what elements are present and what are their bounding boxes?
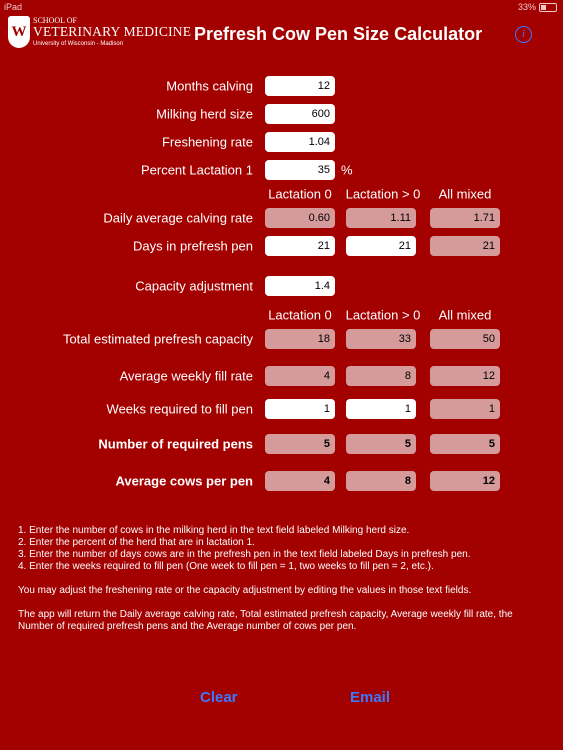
daily-avg-lactation0: 0.60 — [265, 208, 335, 228]
weeks-fill-lactation0-field[interactable]: 1 — [265, 399, 335, 419]
logo-line-3: University of Wisconsin - Madison — [33, 40, 124, 47]
logo-line-1: SCHOOL OF — [33, 16, 77, 25]
instruction-step: 3. Enter the number of days cows are in the prefresh pen in the text field labeled Days in prefresh pen. — [18, 549, 471, 560]
col-header-all-mixed: All mixed — [438, 186, 492, 202]
percent-unit: % — [341, 162, 353, 178]
total-capacity-all-mixed: 50 — [430, 329, 500, 349]
capacity-adjustment-label: Capacity adjustment — [135, 278, 253, 294]
daily-avg-all-mixed: 1.71 — [430, 208, 500, 228]
instruction-step: 1. Enter the number of cows in the milking herd in the text field labeled Milking herd size. — [18, 525, 410, 536]
crest-letter: W — [11, 23, 27, 40]
avg-cows-lactation-gt0: 8 — [346, 471, 416, 491]
milking-herd-size-label: Milking herd size — [156, 106, 253, 122]
avg-cows-all-mixed: 12 — [430, 471, 500, 491]
logo-line-2: VETERINARY MEDICINE — [33, 24, 192, 39]
days-prefresh-lactation-gt0-field[interactable]: 21 — [346, 236, 416, 256]
total-capacity-label: Total estimated prefresh capacity — [62, 331, 253, 347]
total-capacity-lactation0: 18 — [265, 329, 335, 349]
percent-lactation1-label: Percent Lactation 1 — [140, 162, 253, 178]
col-header-lactation-gt0: Lactation > 0 — [345, 307, 421, 323]
num-pens-lactation-gt0: 5 — [346, 434, 416, 454]
freshening-rate-field[interactable]: 1.04 — [265, 132, 335, 152]
col-header-all-mixed: All mixed — [438, 307, 492, 323]
col-header-lactation-gt0: Lactation > 0 — [345, 186, 421, 202]
school-logo — [33, 17, 191, 47]
email-button[interactable]: Email — [350, 689, 391, 706]
weekly-fill-all-mixed: 12 — [430, 366, 500, 386]
info-icon[interactable]: i — [515, 26, 532, 43]
capacity-adjustment-field[interactable]: 1.4 — [265, 276, 335, 296]
weekly-fill-lactation-gt0: 8 — [346, 366, 416, 386]
carrier-label: iPad — [4, 2, 23, 12]
battery-percent: 33% — [517, 2, 536, 12]
battery-indicator — [518, 2, 557, 12]
days-prefresh-lactation0-field[interactable]: 21 — [265, 236, 335, 256]
num-pens-label: Number of required pens — [98, 436, 253, 452]
avg-cows-label: Average cows per pen — [115, 473, 253, 489]
days-prefresh-all-mixed: 21 — [430, 236, 500, 256]
instruction-step: 2. Enter the percent of the herd that are in lactation 1. — [18, 537, 255, 548]
return-note: The app will return the Daily average calving rate, Total estimated prefresh capacity, Average weekly fill rate, the Number of required prefresh pens and the Average number of cows per pen. — [18, 609, 513, 632]
weekly-fill-label: Average weekly fill rate — [119, 368, 253, 384]
num-pens-all-mixed: 5 — [430, 434, 500, 454]
weekly-fill-lactation0: 4 — [265, 366, 335, 386]
weeks-fill-label: Weeks required to fill pen — [106, 401, 253, 417]
battery-fill — [541, 5, 546, 10]
total-capacity-lactation-gt0: 33 — [346, 329, 416, 349]
days-prefresh-label: Days in prefresh pen — [133, 238, 253, 254]
status-bar — [0, 0, 563, 14]
crest-logo-icon — [8, 16, 30, 48]
months-calving-label: Months calving — [166, 78, 253, 94]
daily-avg-lactation-gt0: 1.11 — [346, 208, 416, 228]
instruction-step: 4. Enter the weeks required to fill pen (One week to fill pen = 1, two weeks to fill pen = 2, etc.). — [18, 561, 434, 572]
months-calving-field[interactable]: 12 — [265, 76, 335, 96]
col-header-lactation0: Lactation 0 — [268, 186, 332, 202]
clear-button[interactable]: Clear — [200, 689, 238, 706]
num-pens-lactation0: 5 — [265, 434, 335, 454]
col-header-lactation0: Lactation 0 — [268, 307, 332, 323]
avg-cows-lactation0: 4 — [265, 471, 335, 491]
weeks-fill-all-mixed: 1 — [430, 399, 500, 419]
instructions — [18, 525, 548, 633]
header — [0, 14, 563, 60]
freshening-rate-label: Freshening rate — [161, 134, 253, 150]
milking-herd-size-field[interactable]: 600 — [265, 104, 335, 124]
weeks-fill-lactation-gt0-field[interactable]: 1 — [346, 399, 416, 419]
daily-avg-calving-label: Daily average calving rate — [103, 210, 253, 226]
battery-icon — [539, 3, 557, 12]
adjust-note: You may adjust the freshening rate or the capacity adjustment by editing the values in those text fields. — [18, 585, 472, 596]
percent-lactation1-field[interactable]: 35 — [265, 160, 335, 180]
page-title: Prefresh Cow Pen Size Calculator — [194, 24, 483, 44]
